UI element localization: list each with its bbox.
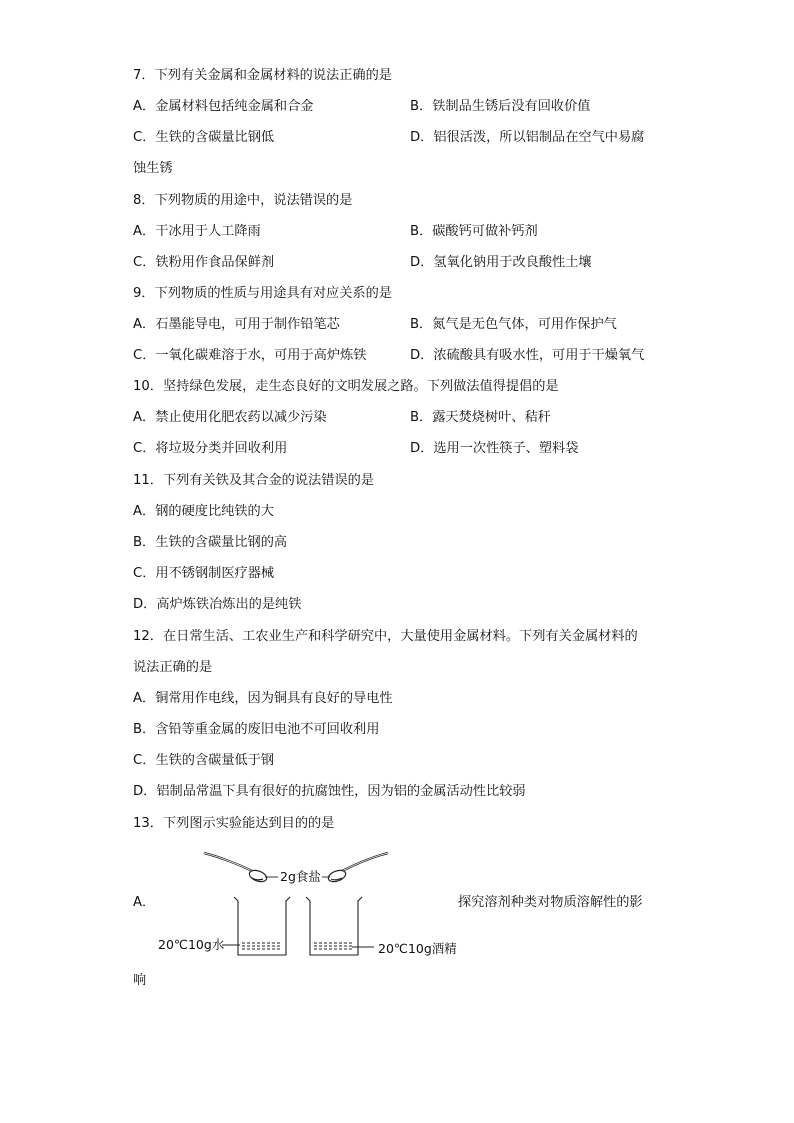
question-13-stem: 13．下列图示实验能达到目的的是 (133, 816, 335, 831)
left-spoon-icon (204, 853, 268, 884)
question-11-option-c: C．用不锈钢制医疗器械 (133, 566, 275, 581)
question-12-option-b: B．含铅等重金属的废旧电池不可回收利用 (133, 722, 380, 737)
question-10-option-b: B．露天焚烧树叶、秸秆 (410, 410, 551, 425)
question-12-stem-continuation: 说法正确的是 (133, 660, 213, 675)
right-beaker-label: 20℃10g酒精 (378, 941, 457, 956)
question-8-stem: 8．下列物质的用途中，说法错误的是 (133, 193, 353, 208)
question-7-option-b: B．铁制品生锈后没有回收价值 (410, 99, 591, 114)
question-7-stem: 7．下列有关金属和金属材料的说法正确的是 (133, 68, 392, 83)
question-10-option-c: C．将垃圾分类并回收利用 (133, 441, 288, 456)
question-8-option-c: C．铁粉用作食品保鲜剂 (133, 255, 275, 270)
question-12-option-c: C．生铁的含碳量低于钢 (133, 753, 275, 768)
question-9-stem: 9．下列物质的性质与用途具有对应关系的是 (133, 286, 392, 301)
question-13-option-a-prefix: A． (133, 895, 156, 910)
question-13-option-a-text: 探究溶剂种类对物质溶解性的影 (458, 895, 643, 910)
question-7-option-a: A．金属材料包括纯金属和合金 (133, 99, 314, 114)
salt-label: 2g食盐 (280, 869, 321, 884)
question-11-stem: 11．下列有关铁及其合金的说法错误的是 (133, 473, 374, 488)
left-beaker-label: 20℃10g水 (158, 937, 225, 952)
question-9-option-c: C．一氧化碳难溶于水，可用于高炉炼铁 (133, 348, 367, 363)
question-9-option-b: B．氮气是无色气体，可用作保护气 (410, 317, 617, 332)
right-beaker-icon (306, 897, 362, 955)
question-7-option-d: D．铝很活泼，所以铝制品在空气中易腐 (410, 130, 645, 145)
question-9-option-d: D．浓硫酸具有吸水性，可用于干燥氧气 (410, 348, 645, 363)
question-8-option-d: D．氢氧化钠用于改良酸性土壤 (410, 255, 592, 270)
question-8-option-a: A．干冰用于人工降雨 (133, 224, 261, 239)
question-7-option-c: C．生铁的含碳量比钢低 (133, 130, 275, 145)
question-11-option-b: B．生铁的含碳量比钢的高 (133, 535, 288, 550)
question-10-option-d: D．选用一次性筷子、塑料袋 (410, 441, 579, 456)
question-9-option-a: A．石墨能导电，可用于制作铅笔芯 (133, 317, 340, 332)
question-7-option-d-continuation: 蚀生锈 (133, 161, 173, 176)
question-12-stem: 12．在日常生活、工农业生产和科学研究中，大量使用金属材料。下列有关金属材料的 (133, 629, 638, 644)
question-12-option-d: D．铝制品常温下具有很好的抗腐蚀性，因为铝的金属活动性比较弱 (133, 784, 526, 799)
left-beaker-icon (234, 897, 290, 955)
question-11-option-a: A．钢的硬度比纯铁的大 (133, 504, 274, 519)
question-8-option-b: B．碳酸钙可做补钙剂 (410, 224, 538, 239)
right-spoon-icon (327, 853, 388, 884)
question-11-option-d: D．高炉炼铁冶炼出的是纯铁 (133, 597, 302, 612)
question-10-option-a: A．禁止使用化肥农药以减少污染 (133, 410, 327, 425)
question-12-option-a: A．铜常用作电线，因为铜具有良好的导电性 (133, 691, 393, 706)
question-13-option-a-continuation: 响 (133, 973, 147, 988)
question-10-stem: 10．坚持绿色发展，走生态良好的文明发展之路。下列做法值得提倡的是 (133, 379, 559, 394)
